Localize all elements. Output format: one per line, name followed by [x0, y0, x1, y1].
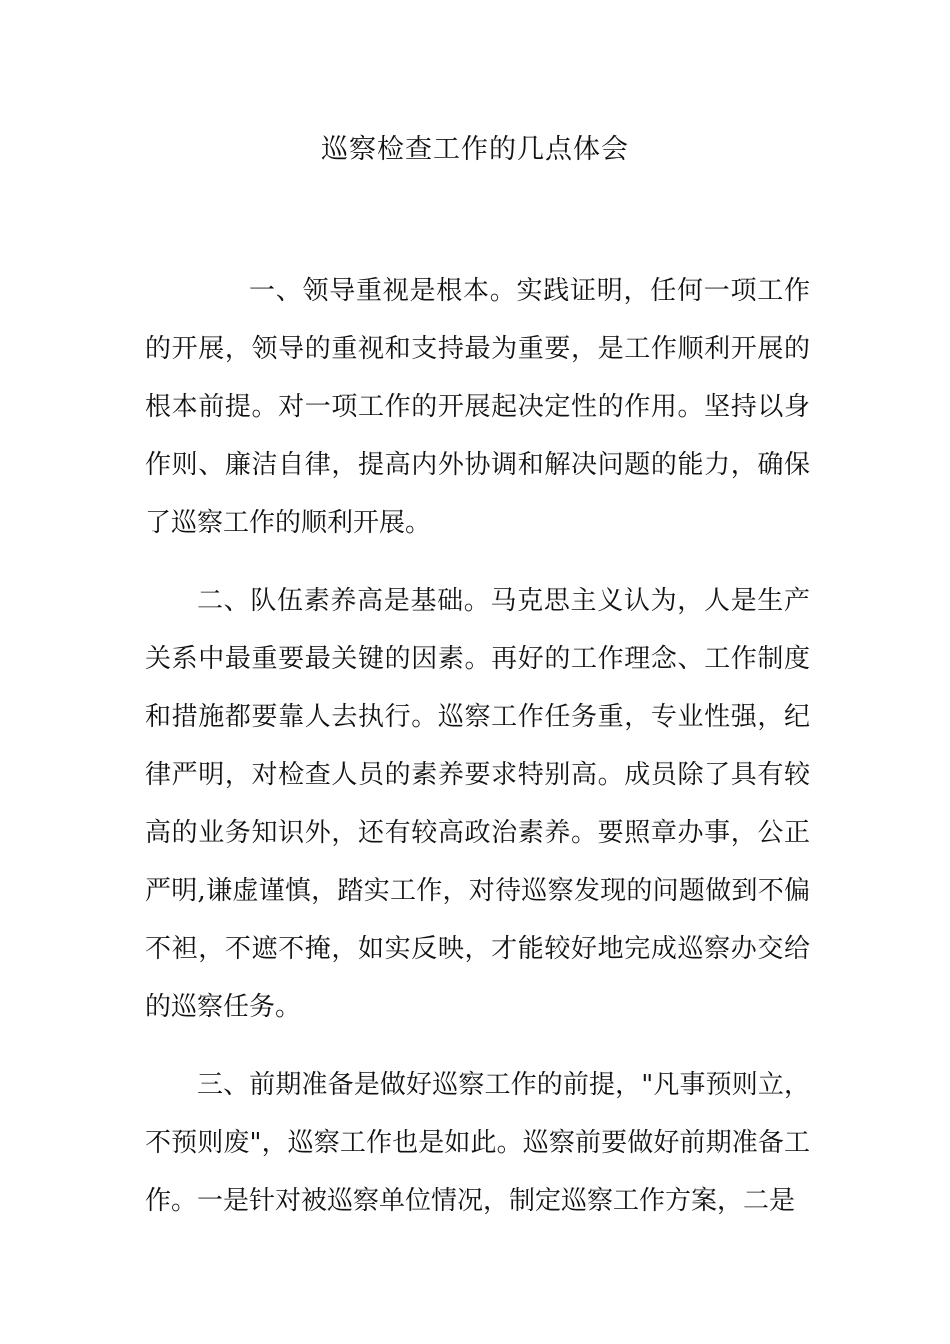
document-title: 巡察检查工作的几点体会 [321, 134, 629, 165]
paragraph-1: 一、领导重视是根本。实践证明，任何一项工作的开展，领导的重视和支持最为重要，是工作顺利开展的根本前提。对一项工作的开展起决定性的作用。坚持以身作则、廉洁自律，提高内外协调和解决问题的能力，确保了巡察工作的顺利开展。 [145, 276, 810, 538]
paragraph-2: 二、队伍素养高是基础。马克思主义认为，人是生产关系中最重要最关键的因素。再好的工作理念、工作制度和措施都要靠人去执行。巡察工作任务重，专业性强，纪律严明，对检查人员的素养要求特别高。成员除了具有较高的业务知识外，还有较高政治素养。要照章办事，公正严明,谦虚谨慎，踏实工作，对待巡察发现的问题做到不偏不袒，不遮不掩，如实反映，才能较好地完成巡察办交给的巡察任务。 [145, 586, 810, 1022]
document-body [145, 262, 810, 1230]
paragraph-3: 三、前期准备是做好巡察工作的前提，"凡事预则立，不预则废"，巡察工作也是如此。巡察前要做好前期准备工作。一是针对被巡察单位情况，制定巡察工作方案，二是 [145, 1070, 810, 1216]
